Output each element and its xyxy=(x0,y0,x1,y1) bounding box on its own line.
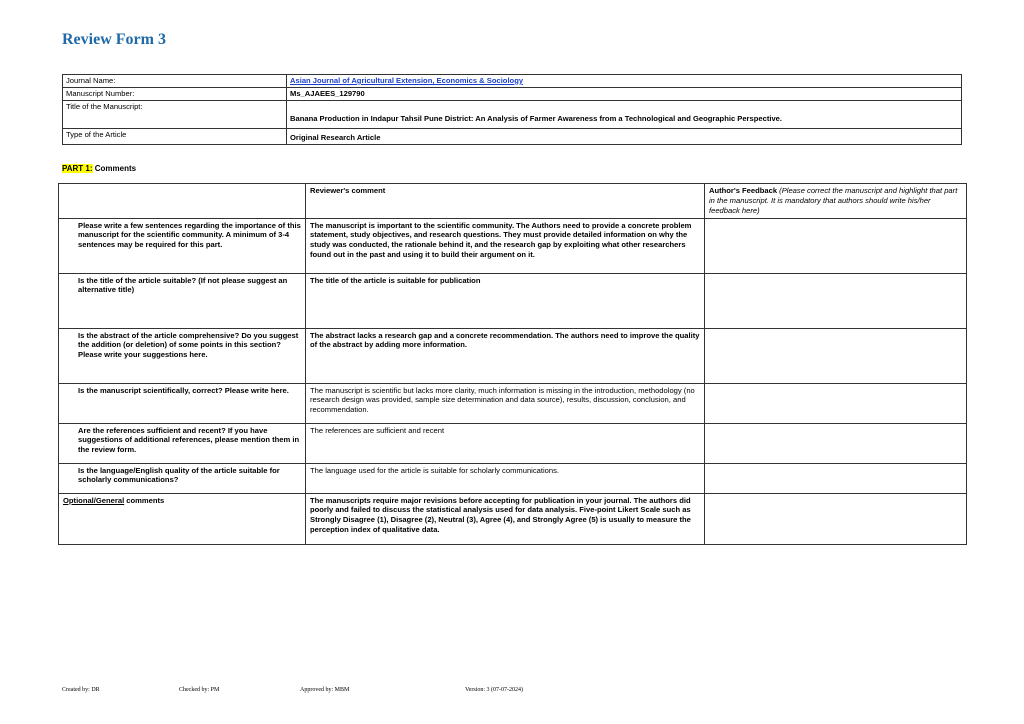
article-type-row xyxy=(63,128,962,144)
journal-link[interactable]: Asian Journal of Agricultural Extension, Economics & Sociology xyxy=(290,76,524,85)
manuscript-title-label: Title of the Manuscript: xyxy=(63,100,287,128)
author-feedback-cell[interactable] xyxy=(705,328,967,383)
comments-header-row xyxy=(59,184,967,219)
comments-table xyxy=(58,183,967,545)
comment-row-references xyxy=(59,423,967,463)
manuscript-title-value: Banana Production in Indapur Tahsil Pune District: An Analysis of Farmer Awareness from a Technological and Geographic Perspective. xyxy=(287,100,962,128)
author-feedback-cell[interactable] xyxy=(705,218,967,273)
comment-row-importance xyxy=(59,218,967,273)
manuscript-number-value: Ms_AJAEES_129790 xyxy=(287,87,962,100)
reviewer-comment-cell: The manuscripts require major revisions before accepting for publication in your journal. The authors did poorly and failed to discuss the statistical analysis used for data analysis. Five-point Likert Scale such as Strongly Disagree (1), Disagree (2), Neutral (3), Agree (4), and Strongly Agree (5) is usually to measure the perception index of qualitative data. xyxy=(306,493,705,544)
comment-row-abstract xyxy=(59,328,967,383)
question-cell: Is the language/English quality of the article suitable for scholarly communications? xyxy=(59,463,306,493)
article-type-value: Original Research Article xyxy=(287,128,962,144)
article-type-label: Type of the Article xyxy=(63,128,287,144)
author-feedback-cell[interactable] xyxy=(705,463,967,493)
question-cell: Are the references sufficient and recent? If you have suggestions of additional references, please mention them in the review form. xyxy=(59,423,306,463)
question-cell: Please write a few sentences regarding the importance of this manuscript for the scientific community. A minimum of 3-4 sentences may be required for this part. xyxy=(59,218,306,273)
author-feedback-cell[interactable] xyxy=(705,493,967,544)
manuscript-title-row xyxy=(63,100,962,128)
author-feedback-cell[interactable] xyxy=(705,423,967,463)
manuscript-info-table xyxy=(62,74,962,145)
part1-label: PART 1: xyxy=(62,164,93,173)
footer-version: Version: 3 (07-07-2024) xyxy=(465,687,523,693)
footer-approved: Approved by: MBM xyxy=(300,687,350,693)
form-title: Review Form 3 xyxy=(62,31,166,48)
author-feedback-header-note: (Please correct the manuscript and highlight that part in the manuscript. It is mandatory that authors should write his/her feedback here) xyxy=(709,186,958,215)
author-feedback-cell[interactable] xyxy=(705,383,967,423)
footer-created: Created by: DR xyxy=(62,687,100,693)
reviewer-comment-cell: The abstract lacks a research gap and a concrete recommendation. The authors need to improve the quality of the abstract by adding more information. xyxy=(306,328,705,383)
question-cell: Is the abstract of the article comprehensive? Do you suggest the addition (or deletion) of some points in this section? Please write your suggestions here. xyxy=(59,328,306,383)
reviewer-comment-cell: The title of the article is suitable for publication xyxy=(306,273,705,328)
question-header-cell xyxy=(59,184,306,219)
manuscript-number-label: Manuscript Number: xyxy=(63,87,287,100)
question-cell: Is the title of the article suitable? (If not please suggest an alternative title) xyxy=(59,273,306,328)
optional-label-cell xyxy=(59,493,306,544)
reviewer-comment-cell: The references are sufficient and recent xyxy=(306,423,705,463)
reviewer-comment-cell: The language used for the article is suitable for scholarly communications. xyxy=(306,463,705,493)
optional-label: Optional/General xyxy=(63,495,125,505)
journal-label: Journal Name: xyxy=(63,75,287,88)
part1-heading xyxy=(62,164,136,173)
comment-row-language xyxy=(59,463,967,493)
author-feedback-header xyxy=(705,184,967,219)
comment-row-optional xyxy=(59,493,967,544)
footer-checked: Checked by: PM xyxy=(179,687,220,693)
manuscript-number-row xyxy=(63,87,962,100)
comment-row-title xyxy=(59,273,967,328)
optional-label-suffix: comments xyxy=(124,495,165,505)
author-feedback-cell[interactable] xyxy=(705,273,967,328)
comment-row-scientific xyxy=(59,383,967,423)
reviewer-comment-header: Reviewer's comment xyxy=(306,184,705,219)
journal-row xyxy=(63,75,962,88)
reviewer-comment-cell: The manuscript is important to the scientific community. The Authors need to provide a concrete problem statement, study objectives, and research questions. They must provide detailed information on why the study was conducted, the rationale behind it, and the research gap by exploiting what other researchers found out in the past and using it to build their argument on it. xyxy=(306,218,705,273)
question-cell: Is the manuscript scientifically, correct? Please write here. xyxy=(59,383,306,423)
reviewer-comment-cell: The manuscript is scientific but lacks more clarity, much information is missing in the introduction, methodology (no research design was provided, sample size determination and data source), results, discussion, conclusion, and recommendation. xyxy=(306,383,705,423)
author-feedback-header-title: Author's Feedback xyxy=(709,186,778,195)
part1-title: Comments xyxy=(92,164,137,173)
